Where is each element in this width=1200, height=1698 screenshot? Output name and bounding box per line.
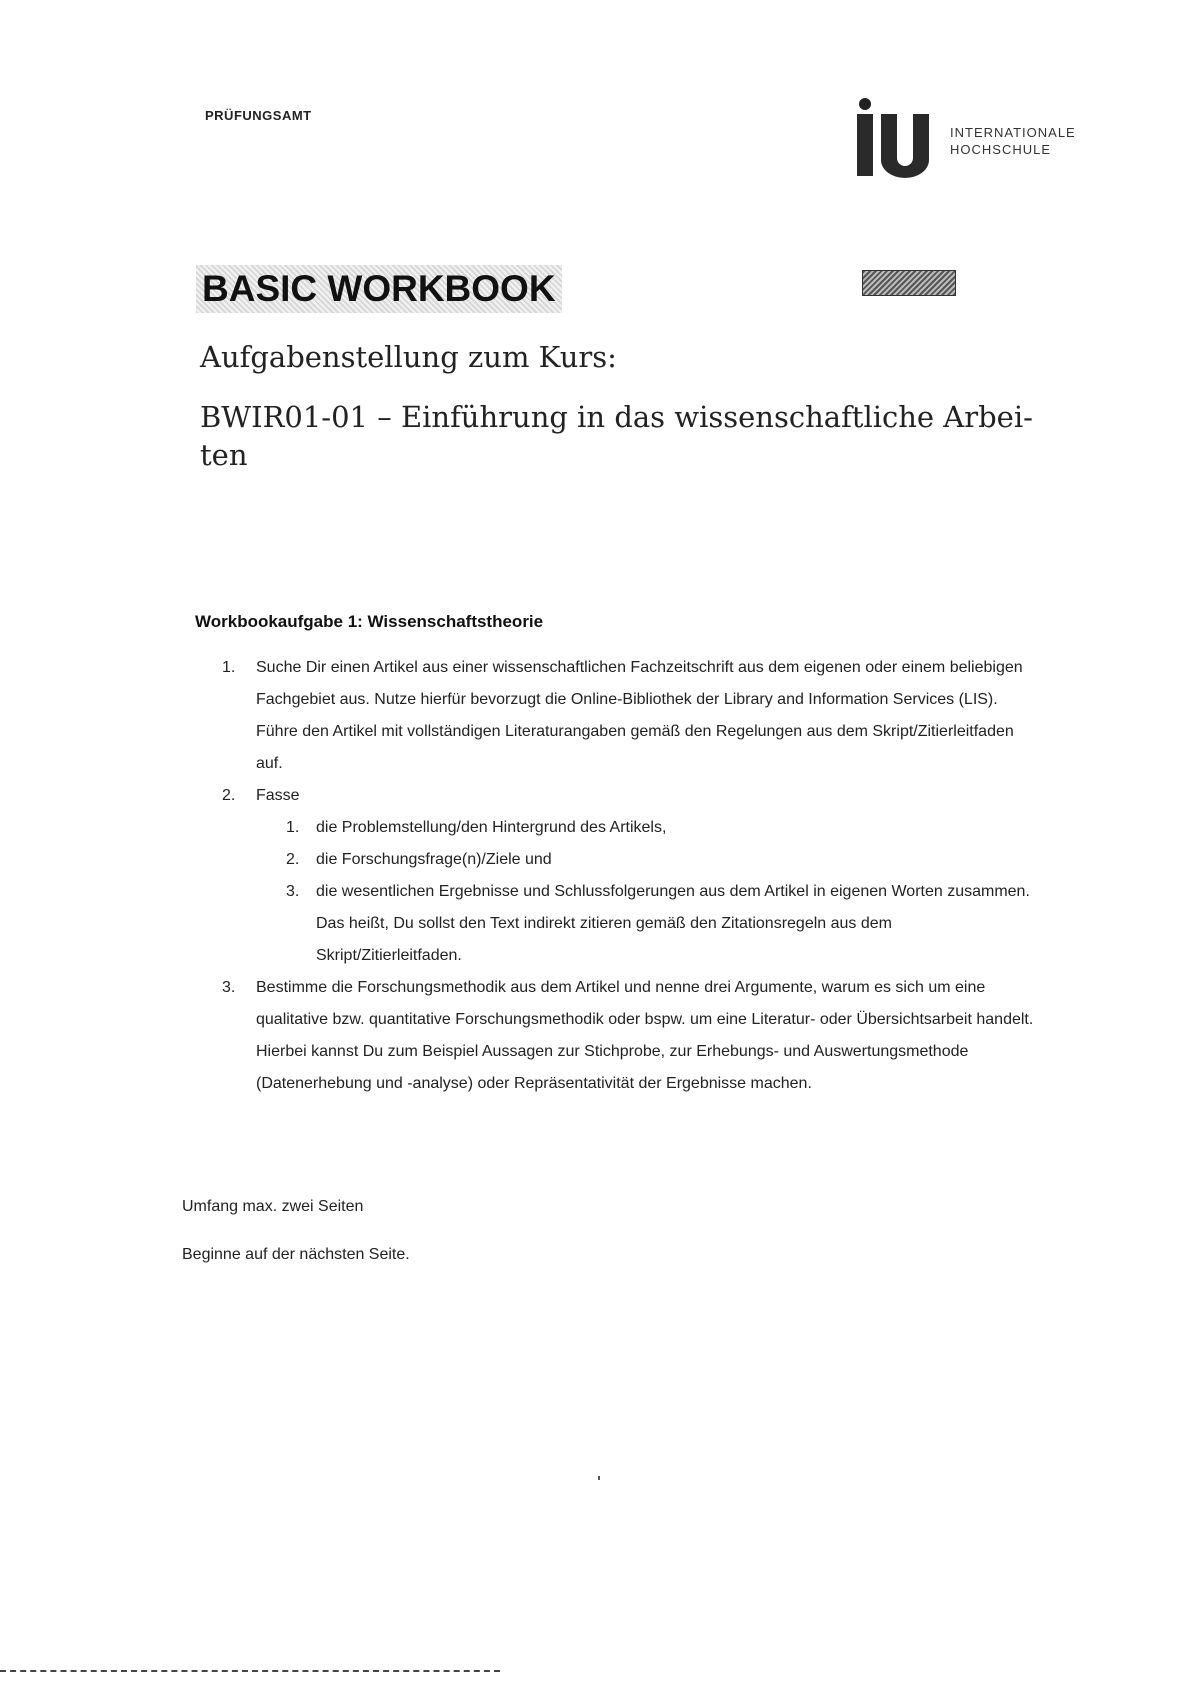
document-title: BASIC WORKBOOK — [196, 265, 562, 313]
start-note: Beginne auf der nächsten Seite. — [182, 1246, 410, 1263]
iu-logo-icon — [855, 98, 935, 178]
sub-list — [286, 812, 1040, 972]
sub-list-item — [286, 876, 1040, 972]
logo-text-line2: HOCHSCHULE — [950, 142, 1052, 157]
sub-list-number: 1. — [286, 819, 300, 836]
list-item — [222, 652, 1040, 780]
sub-list-item — [286, 812, 1040, 844]
list-text: Suche Dir einen Artikel aus einer wissenschaftlichen Fachzeitschrift aus dem eigenen oder einem beliebigen Fachgebiet aus. Nutze hierfür bevorzugt die Online-Bibliothek der Library and Information Services (LIS). Führe den Artikel mit vollständigen Literaturangaben gemäß den Regelungen aus dem Skript/Zitierleitfaden auf. — [256, 659, 1023, 772]
sub-list-text: die Problemstellung/den Hintergrund des Artikels, — [316, 819, 667, 836]
sub-list-item — [286, 844, 1040, 876]
subtitle: Aufgabenstellung zum Kurs: — [200, 340, 617, 374]
list-number: 3. — [222, 979, 236, 996]
task-heading: Workbookaufgabe 1: Wissenschaftstheorie — [195, 612, 544, 631]
scan-speck — [598, 1476, 600, 1480]
stamp-mark — [862, 270, 956, 296]
course-title: BWIR01-01 – Einführung in das wissenschaftliche Arbeiten — [200, 400, 1033, 472]
list-number: 2. — [222, 787, 236, 804]
list-item — [222, 972, 1040, 1100]
list-item — [222, 780, 1040, 972]
sub-list-text: die Forschungsfrage(n)/Ziele und — [316, 851, 552, 868]
sub-list-number: 3. — [286, 883, 300, 900]
logo-text-line1: INTERNATIONALE — [950, 125, 1076, 140]
scope-note: Umfang max. zwei Seiten — [182, 1198, 364, 1215]
footer-divider — [0, 1670, 500, 1674]
sub-list-text: die wesentlichen Ergebnisse und Schlussfolgerungen aus dem Artikel in eigenen Worten zusammen. Das heißt, Du sollst den Text indirekt zitieren gemäß den Zitationsregeln aus dem Skript/Zitierleitfaden. — [316, 883, 1030, 964]
office-label: PRÜFUNGSAMT — [205, 108, 312, 123]
task-list — [222, 652, 1040, 1100]
sub-list-number: 2. — [286, 851, 300, 868]
logo-text — [950, 124, 1076, 158]
list-text: Fasse — [256, 787, 300, 804]
university-logo — [855, 98, 1085, 178]
list-number: 1. — [222, 659, 236, 676]
list-text: Bestimme die Forschungsmethodik aus dem Artikel und nenne drei Argumente, warum es sich um eine qualitative bzw. quantitative Forschungsmethodik oder bspw. um eine Literatur- oder Übersichtsarbeit handelt. Hierbei kannst Du zum Beispiel Aussagen zur Stichprobe, zur Erhebungs- und Auswertungsmethode (Datenerhebung und -analyse) oder Repräsentativität der Ergebnisse machen. — [256, 979, 1034, 1092]
